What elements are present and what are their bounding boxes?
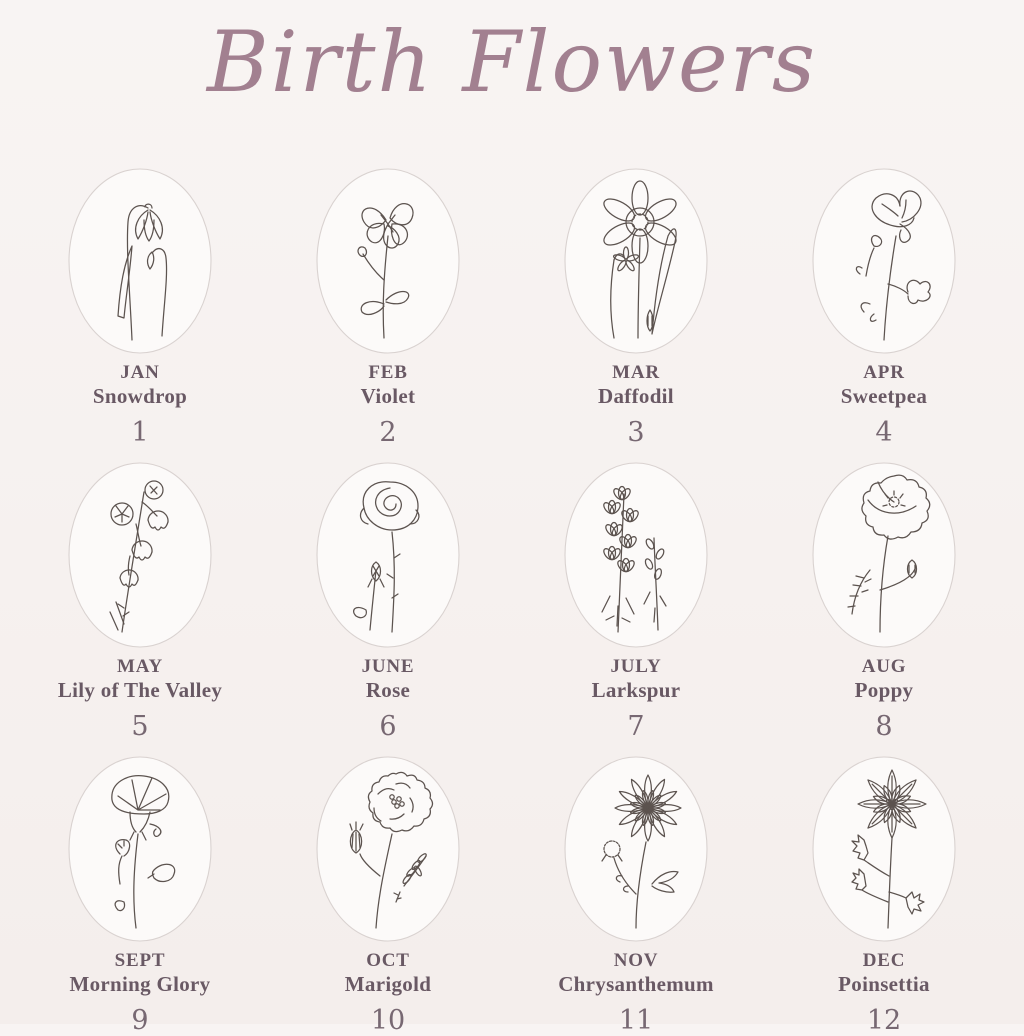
- month-label: NOV: [613, 950, 659, 972]
- flower-name: Poppy: [854, 677, 914, 702]
- month-cell-apr: [760, 164, 1008, 449]
- month-label: SEPT: [114, 950, 166, 972]
- morning-glory-icon: [60, 752, 220, 948]
- lily-of-the-valley-icon: [60, 458, 220, 654]
- month-cell-feb: [264, 164, 512, 449]
- flower-name: Larkspur: [591, 677, 681, 702]
- month-number: 7: [627, 711, 645, 743]
- flower-name: Rose: [365, 677, 411, 702]
- month-cell-dec: [760, 752, 1008, 1034]
- page-title: Birth Flowers: [207, 13, 817, 111]
- month-number: 10: [370, 1005, 406, 1036]
- flower-name: Poinsettia: [838, 971, 930, 996]
- larkspur-icon: [556, 458, 716, 654]
- month-number: 3: [627, 417, 645, 449]
- month-number: 11: [618, 1005, 654, 1036]
- flower-name: Snowdrop: [92, 383, 188, 408]
- flower-name: Violet: [360, 383, 416, 408]
- month-number: 5: [131, 711, 149, 743]
- month-cell-nov: [512, 752, 760, 1034]
- flower-name: Chrysanthemum: [558, 971, 714, 996]
- month-number: 1: [131, 417, 149, 449]
- violet-icon: [308, 164, 468, 360]
- month-number: 12: [866, 1005, 902, 1036]
- month-label: MAY: [116, 656, 164, 678]
- flower-name: Daffodil: [598, 383, 674, 408]
- poinsettia-icon: [804, 752, 964, 948]
- month-cell-may: [16, 458, 264, 743]
- snowdrop-icon: [60, 164, 220, 360]
- month-number: 4: [875, 417, 893, 449]
- month-label: FEB: [368, 362, 408, 383]
- sweetpea-icon: [804, 164, 964, 360]
- month-label: JUNE: [361, 656, 415, 678]
- daffodil-icon: [556, 164, 716, 360]
- month-cell-mar: [512, 164, 760, 449]
- flower-name: Lily of The Valley: [57, 677, 223, 702]
- month-number: 9: [131, 1005, 149, 1036]
- month-cell-oct: [264, 752, 512, 1034]
- rose-icon: [308, 458, 468, 654]
- flower-name: Morning Glory: [69, 971, 211, 996]
- month-label: APR: [863, 362, 905, 383]
- month-label: DEC: [862, 950, 906, 972]
- poppy-icon: [804, 458, 964, 654]
- month-cell-aug: [760, 458, 1008, 743]
- month-label: OCT: [366, 950, 410, 972]
- month-label: JULY: [610, 656, 662, 678]
- month-cell-july: [512, 458, 760, 743]
- month-cell-sept: [16, 752, 264, 1034]
- month-label: MAR: [612, 362, 660, 383]
- flower-grid: [0, 164, 1024, 1034]
- month-cell-june: [264, 458, 512, 743]
- chrysanthemum-icon: [556, 752, 716, 948]
- flower-name: Sweetpea: [840, 383, 928, 408]
- flower-name: Marigold: [344, 971, 432, 996]
- month-label: JAN: [120, 362, 160, 383]
- month-cell-jan: [16, 164, 264, 449]
- month-number: 6: [379, 711, 397, 743]
- month-number: 8: [875, 711, 893, 743]
- marigold-icon: [308, 752, 468, 948]
- month-number: 2: [379, 417, 397, 449]
- month-label: AUG: [861, 656, 907, 678]
